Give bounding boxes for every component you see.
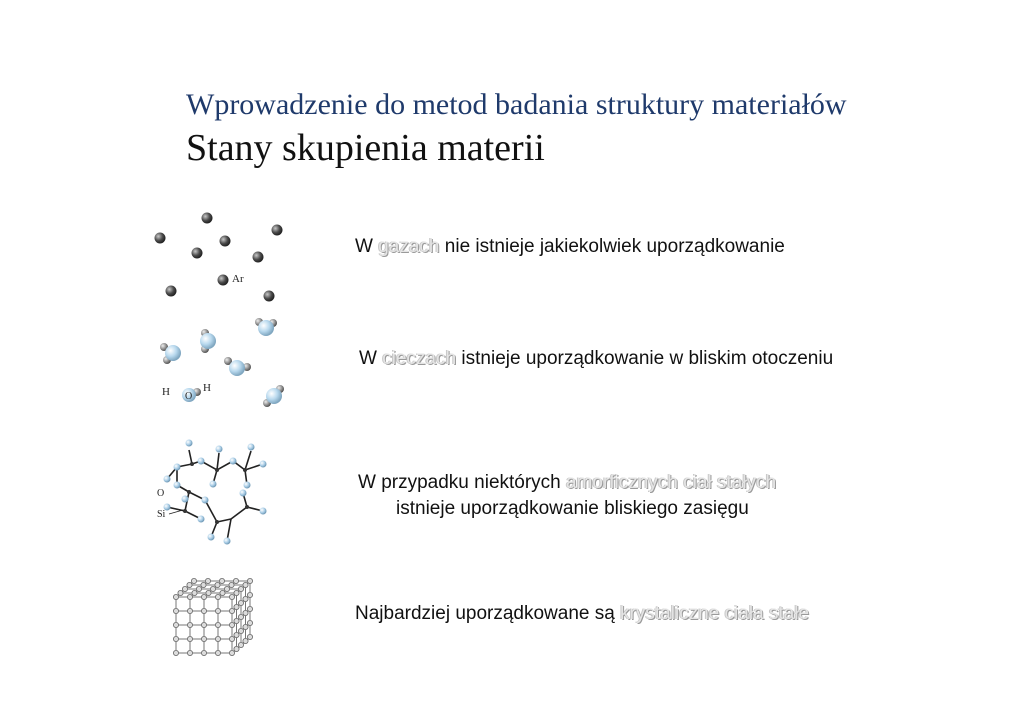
gas-text-suffix: nie istnieje jakiekolwiek uporządkowanie xyxy=(439,236,785,257)
amorphous-highlight: amorficznych ciał stałych xyxy=(566,472,777,493)
liquid-text-prefix: W xyxy=(359,348,383,369)
crystal-text-prefix: Najbardziej uporządkowane są xyxy=(355,603,621,624)
gas-illustration xyxy=(150,205,290,310)
amorphous-description-line1 xyxy=(358,472,776,494)
liquid-highlight: cieczach xyxy=(382,348,457,369)
amorphous-description-line2: istnieje uporządkowanie bliskiego zasięgu xyxy=(396,498,749,519)
hydrogen-label-left: H xyxy=(162,386,170,398)
gas-description xyxy=(355,236,785,258)
oxygen-label: O xyxy=(185,391,193,402)
crystal-lattice-illustration xyxy=(168,573,260,668)
oxygen-label: O xyxy=(157,488,165,499)
amorphous-text-prefix: W przypadku niektórych xyxy=(358,472,567,493)
hydrogen-label-right: H xyxy=(203,382,211,394)
amorphous-illustration xyxy=(155,437,280,549)
liquid-illustration xyxy=(155,315,290,415)
argon-label: Ar xyxy=(232,273,244,285)
liquid-text-suffix: istnieje uporządkowanie w bliskim otoczeniu xyxy=(456,348,834,369)
liquid-description xyxy=(359,348,833,370)
slide-title: Stany skupienia materii xyxy=(186,127,545,169)
gas-highlight: gazach xyxy=(378,236,440,257)
crystal-highlight: krystaliczne ciała stałe xyxy=(620,603,810,624)
gas-text-prefix: W xyxy=(355,236,379,257)
silicon-label: Si xyxy=(157,509,166,520)
crystal-description xyxy=(355,603,809,625)
presentation-subtitle: Wprowadzenie do metod badania struktury materiałów xyxy=(186,88,847,121)
